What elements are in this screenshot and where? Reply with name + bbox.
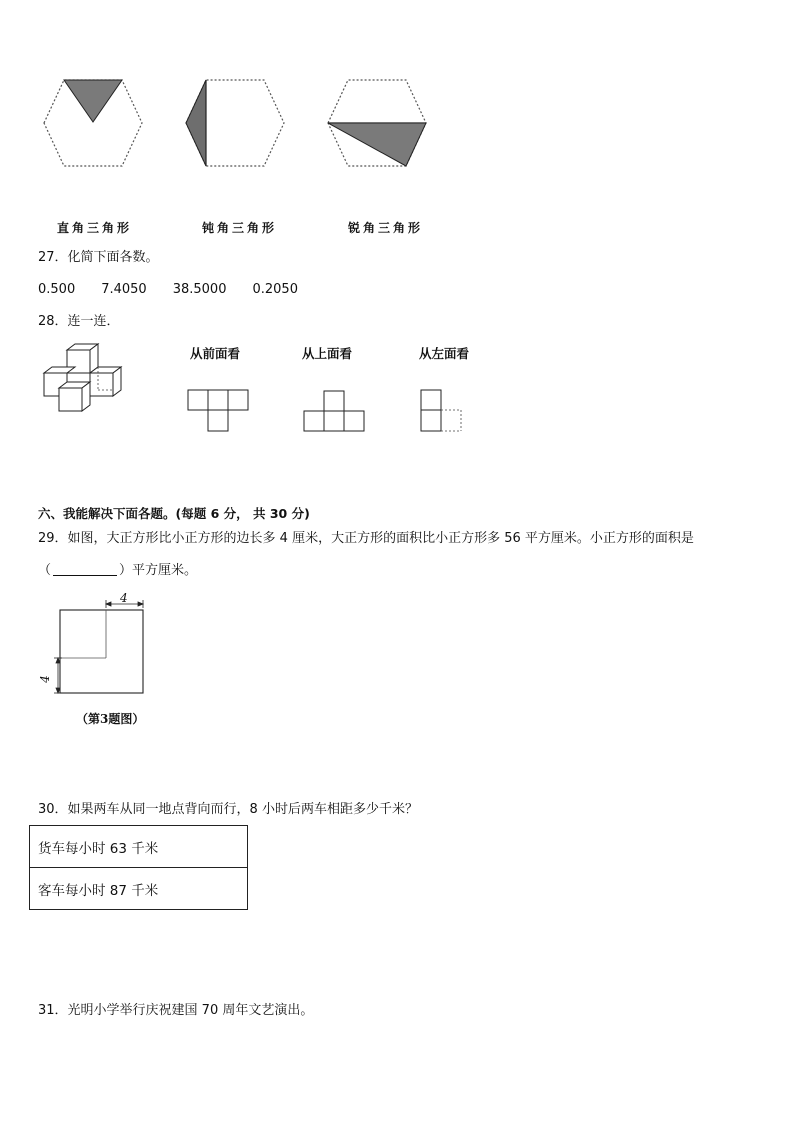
table-row <box>30 826 248 868</box>
q29-answer-line <box>38 563 197 579</box>
table-cell: 客车每小时 87 千米 <box>30 868 248 910</box>
section-heading: 六、我能解决下面各题。(每题 6 分， 共 30 分) <box>38 506 310 521</box>
top-view-shape <box>302 389 368 434</box>
front-view-shape <box>186 388 252 434</box>
speed-table <box>29 825 248 910</box>
dimension-label-left: 4 <box>37 675 52 683</box>
square-diagram <box>36 588 151 698</box>
decimal-number: 7.4050 <box>101 282 147 297</box>
label-right-triangle: 直角三角形 <box>57 221 133 235</box>
decimal-number: 0.2050 <box>252 282 298 297</box>
table-cell: 货车每小时 63 千米 <box>30 826 248 868</box>
figure-caption: （第3题图） <box>76 712 145 726</box>
decimal-number: 38.5000 <box>172 282 227 297</box>
cube-stack-figure <box>40 342 135 414</box>
q27-prompt: 27．化简下面各数。 <box>38 250 159 265</box>
q30-prompt: 30．如果两车从同一地点背向而行，8 小时后两车相距多少千米？ <box>38 802 418 817</box>
hexagon-right-triangle <box>44 80 142 166</box>
view-label-top: 从上面看 <box>302 346 353 361</box>
answer-blank[interactable] <box>53 563 117 576</box>
dimension-label-top: 4 <box>120 591 128 605</box>
view-label-left: 从左面看 <box>419 346 470 361</box>
label-acute-triangle: 锐角三角形 <box>348 221 424 235</box>
q27-numbers <box>38 282 324 298</box>
q28-prompt: 28．连一连． <box>38 314 120 329</box>
label-obtuse-triangle: 钝角三角形 <box>202 221 278 235</box>
q29-prompt: 29．如图，大正方形比小正方形的边长多 4 厘米，大正方形的面积比小正方形多 56 平方厘米。小正方形的面积是 <box>38 531 694 546</box>
hexagon-acute-triangle <box>328 80 426 166</box>
answer-open-paren: （ <box>38 563 52 578</box>
table-row <box>30 868 248 910</box>
answer-close-text: ）平方厘米。 <box>119 563 198 578</box>
view-label-front: 从前面看 <box>190 346 241 361</box>
q31-prompt: 31．光明小学举行庆祝建国 70 周年文艺演出。 <box>38 1003 314 1018</box>
hexagon-figures <box>30 70 450 175</box>
decimal-number: 0.500 <box>38 282 76 297</box>
left-view-shape <box>419 388 467 434</box>
hexagon-obtuse-triangle <box>186 80 284 166</box>
